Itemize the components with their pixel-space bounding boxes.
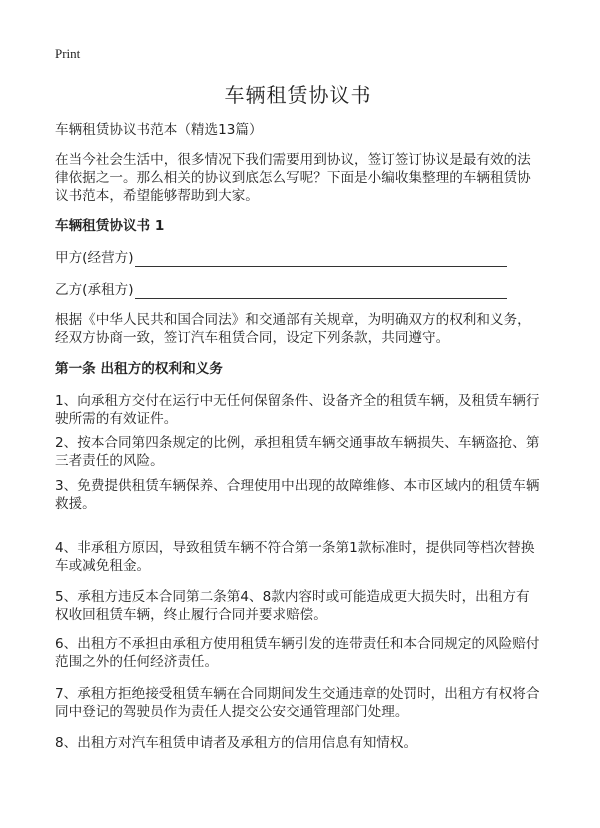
party-b-field bbox=[55, 281, 541, 299]
intro-paragraph: 在当今社会生活中，很多情况下我们需要用到协议，签订签订协议是最有效的法律依据之一。那么相关的协议到底怎么写呢？下面是小编收集整理的车辆租赁协议书范本，希望能够帮助到大家。 bbox=[55, 152, 531, 204]
list-item: 2、按本合同第四条规定的比例，承担租赁车辆交通事故车辆损失、车辆盗抢、第三者责任的风险。 bbox=[55, 435, 540, 469]
page-title: 车辆租赁协议书 bbox=[224, 83, 372, 107]
list-item: 6、出租方不承担由承租方使用租赁车辆引发的连带责任和本合同规定的风险赔付范围之外的任何经济责任。 bbox=[55, 636, 540, 670]
list-item: 8、出租方对汽车租赁申请者及承租方的信用信息有知情权。 bbox=[55, 735, 418, 751]
article-heading: 第一条 出租方的权利和义务 bbox=[55, 361, 223, 377]
section-heading: 车辆租赁协议书 1 bbox=[55, 218, 165, 234]
list-item: 3、免费提供租赁车辆保养、合理使用中出现的故障维修、本市区域内的租赁车辆救援。 bbox=[55, 478, 540, 512]
party-a-label: 甲方(经营方) bbox=[55, 250, 134, 266]
party-a-blank bbox=[135, 251, 507, 267]
print-link[interactable]: Print bbox=[55, 46, 81, 61]
party-b-label: 乙方(承租方) bbox=[55, 282, 134, 298]
party-b-blank bbox=[135, 283, 507, 299]
party-a-field bbox=[55, 249, 541, 267]
preamble-paragraph: 根据《中华人民共和国合同法》和交通部有关规章，为明确双方的权利和义务，经双方协商一致，签订汽车租赁合同，设定下列条款，共同遵守。 bbox=[55, 312, 531, 346]
subtitle: 车辆租赁协议书范本（精选13篇） bbox=[55, 122, 263, 138]
list-item: 1、向承租方交付在运行中无任何保留条件、设备齐全的租赁车辆，及租赁车辆行驶所需的有效证件。 bbox=[55, 393, 540, 427]
list-item: 4、非承租方原因，导致租赁车辆不符合第一条第1款标准时，提供同等档次替换车或减免租金。 bbox=[55, 540, 535, 574]
list-item: 5、承租方违反本合同第二条第4、8款内容时或可能造成更大损失时，出租方有权收回租赁车辆，终止履行合同并要求赔偿。 bbox=[55, 589, 530, 623]
list-item: 7、承租方拒绝接受租赁车辆在合同期间发生交通违章的处罚时，出租方有权将合同中登记的驾驶员作为责任人提交公安交通管理部门处理。 bbox=[55, 686, 540, 720]
